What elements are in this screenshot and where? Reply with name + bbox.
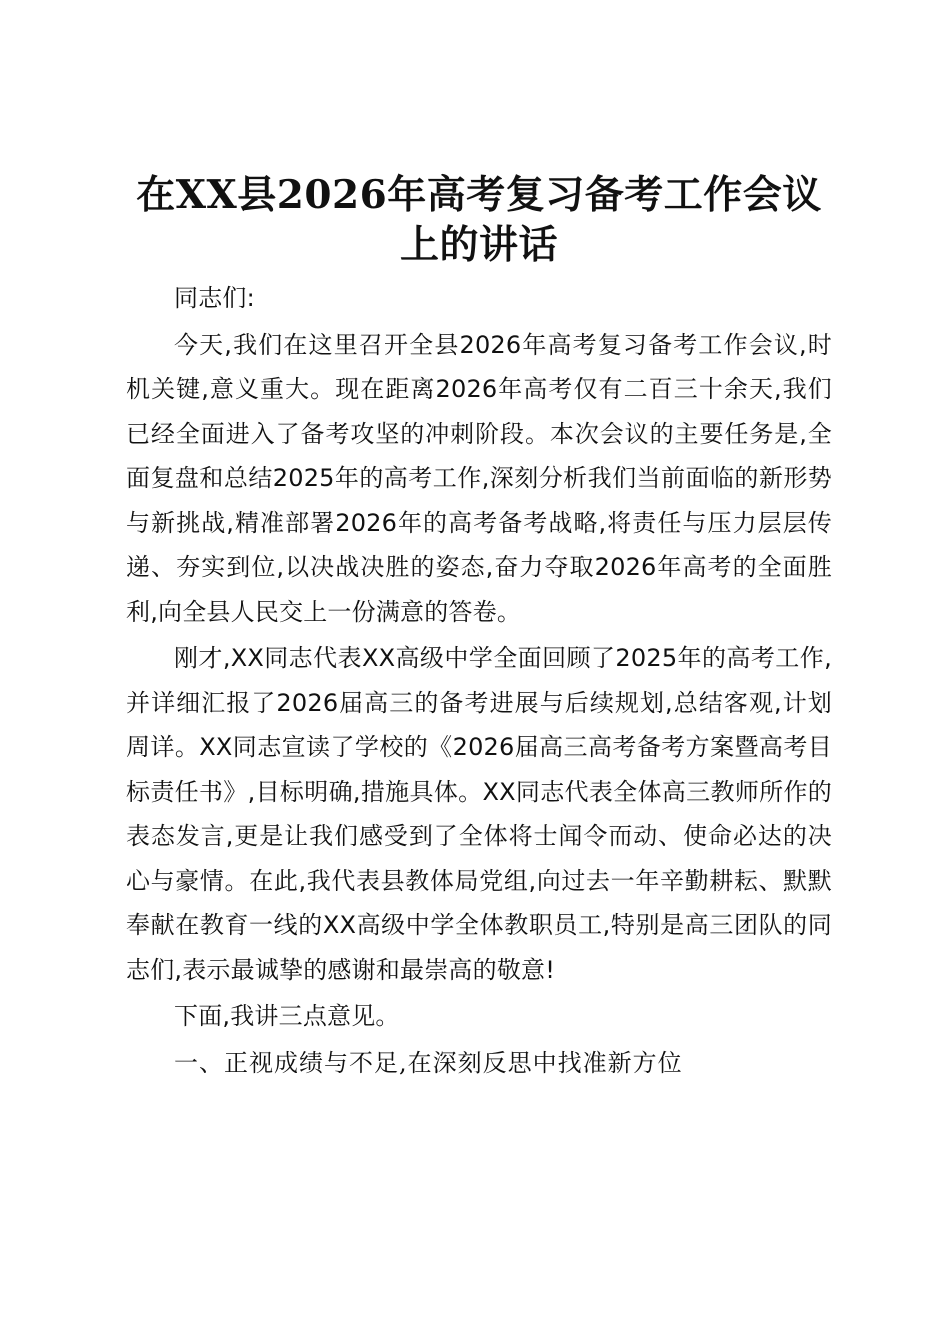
paragraph-acknowledgement: 刚才,XX同志代表XX高级中学全面回顾了2025年的高考工作,并详细汇报了2026届高三的备考进展与后续规划,总结客观,计划周详。XX同志宣读了学校的《2026届高三高考备考方案暨高考目标责任书》,目标明确,措施具体。XX同志代表全体高三教师所作的表态发言,更是让我们感受到了全体将士闻令而动、使命必达的决心与豪情。在此,我代表县教体局党组,向过去一年辛勤耕耘、默默奉献在教育一线的XX高级中学全体教职员工,特别是高三团队的同志们,表示最诚挚的感谢和最崇高的敬意! (126, 644, 832, 984)
salutation: 同志们: (174, 284, 255, 312)
document-title: 在XX县2026年高考复习备考工作会议上的讲话 (136, 172, 822, 268)
document-body (126, 170, 832, 1085)
section-heading-1: 一、正视成绩与不足,在深刻反思中找准新方位 (174, 1048, 683, 1077)
paragraph-opening: 今天,我们在这里召开全县2026年高考复习备考工作会议,时机关键,意义重大。现在距离2026年高考仅有二百三十余天,我们已经全面进入了备考攻坚的冲刺阶段。本次会议的主要任务是,全面复盘和总结2025年的高考工作,深刻分析我们当前面临的新形势与新挑战,精准部署2026年的高考备考战略,将责任与压力层层传递、夯实到位,以决战决胜的姿态,奋力夺取2026年高考的全面胜利,向全县人民交上一份满意的答卷。 (126, 330, 832, 626)
paragraph-transition: 下面,我讲三点意见。 (174, 1002, 400, 1030)
